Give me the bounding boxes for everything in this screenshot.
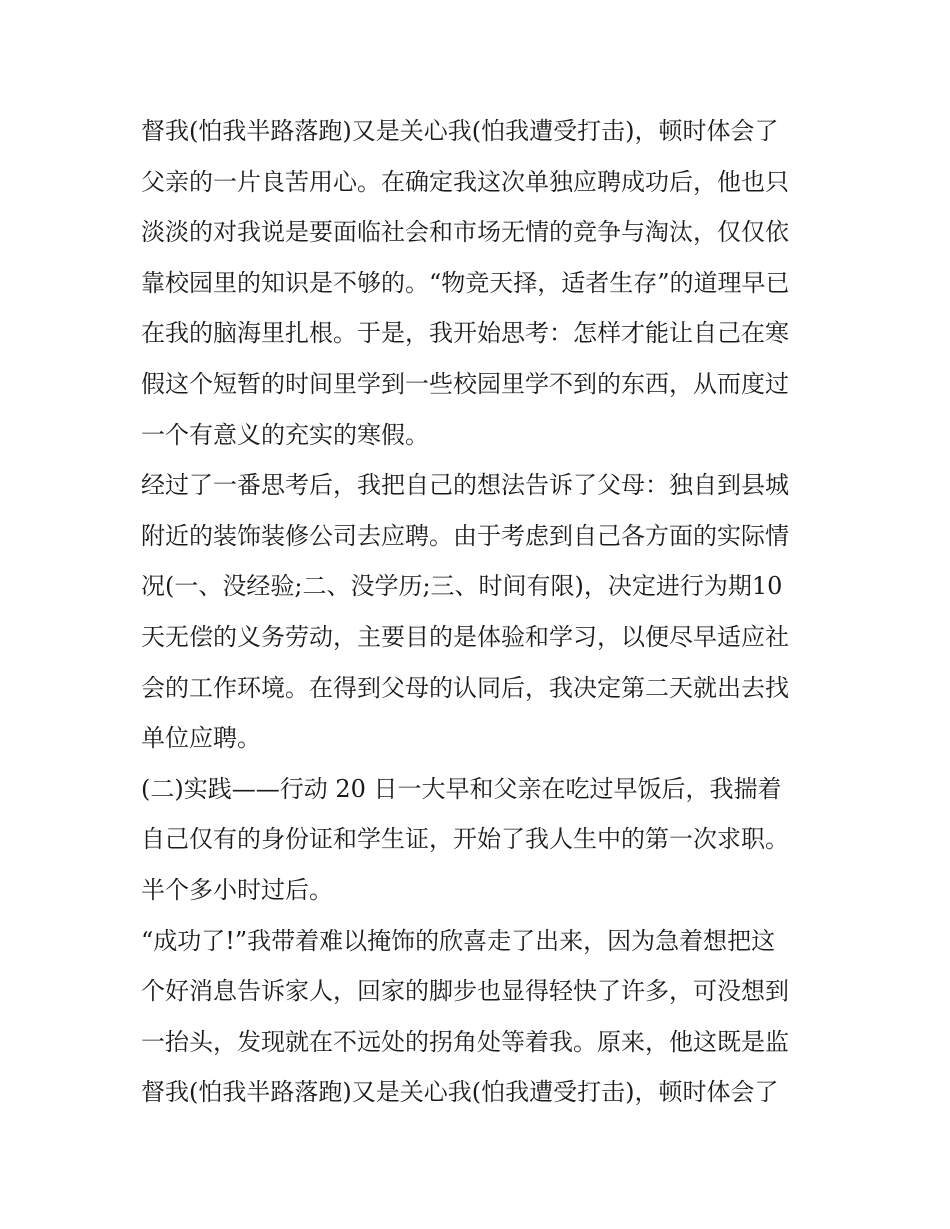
text-line: “成功了!”我带着难以掩饰的欣喜走了出来，因为急着想把这 [141,926,776,955]
text-line: 天无偿的义务劳动，主要目的是体验和学习，以便尽早适应社 [141,622,789,651]
text-line: 附近的装饰装修公司去应聘。由于考虑到自己各方面的实际情 [141,521,789,550]
text-line: 自己仅有的身份证和学生证，开始了我人生中的第一次求职。 [141,825,789,854]
text-line: 父亲的一片良苦用心。在确定我这次单独应聘成功后，他也只 [141,167,789,196]
text-line: 一个有意义的充实的寒假。 [141,420,429,449]
text-line: 淡淡的对我说是要面临社会和市场无情的竞争与淘汰，仅仅依 [141,218,789,247]
document-text [141,106,821,1118]
text-line: 一抬头，发现就在不远处的拐角处等着我。原来，他这既是监 [141,1027,789,1056]
text-line: 督我(怕我半路落跑)又是关心我(怕我遭受打击)，顿时体会了 [141,117,779,145]
text-line: 况(一、没经验;二、没学历;三、时间有限)，决定进行为期10 [141,572,783,601]
text-line: 在我的脑海里扎根。于是，我开始思考：怎样才能让自己在寒 [141,319,789,348]
text-line: 督我(怕我半路落跑)又是关心我(怕我遭受打击)，顿时体会了 [141,1078,779,1107]
text-line: 会的工作环境。在得到父母的认同后，我决定第二天就出去找 [141,673,789,702]
text-line: 假这个短暂的时间里学到一些校园里学不到的东西，从而度过 [141,369,789,398]
text-line: 经过了一番思考后，我把自己的想法告诉了父母：独自到县城 [141,471,789,500]
text-line: 个好消息告诉家人，回家的脚步也显得轻快了许多，可没想到 [141,977,789,1006]
text-line: 单位应聘。 [141,724,261,753]
text-line: 半个多小时过后。 [141,875,333,904]
text-line: (二)实践——行动 20 日一大早和父亲在吃过早饭后，我揣着 [141,774,782,803]
text-line: 靠校园里的知识是不够的。“物竞天择，适者生存”的道理早已 [141,268,790,297]
